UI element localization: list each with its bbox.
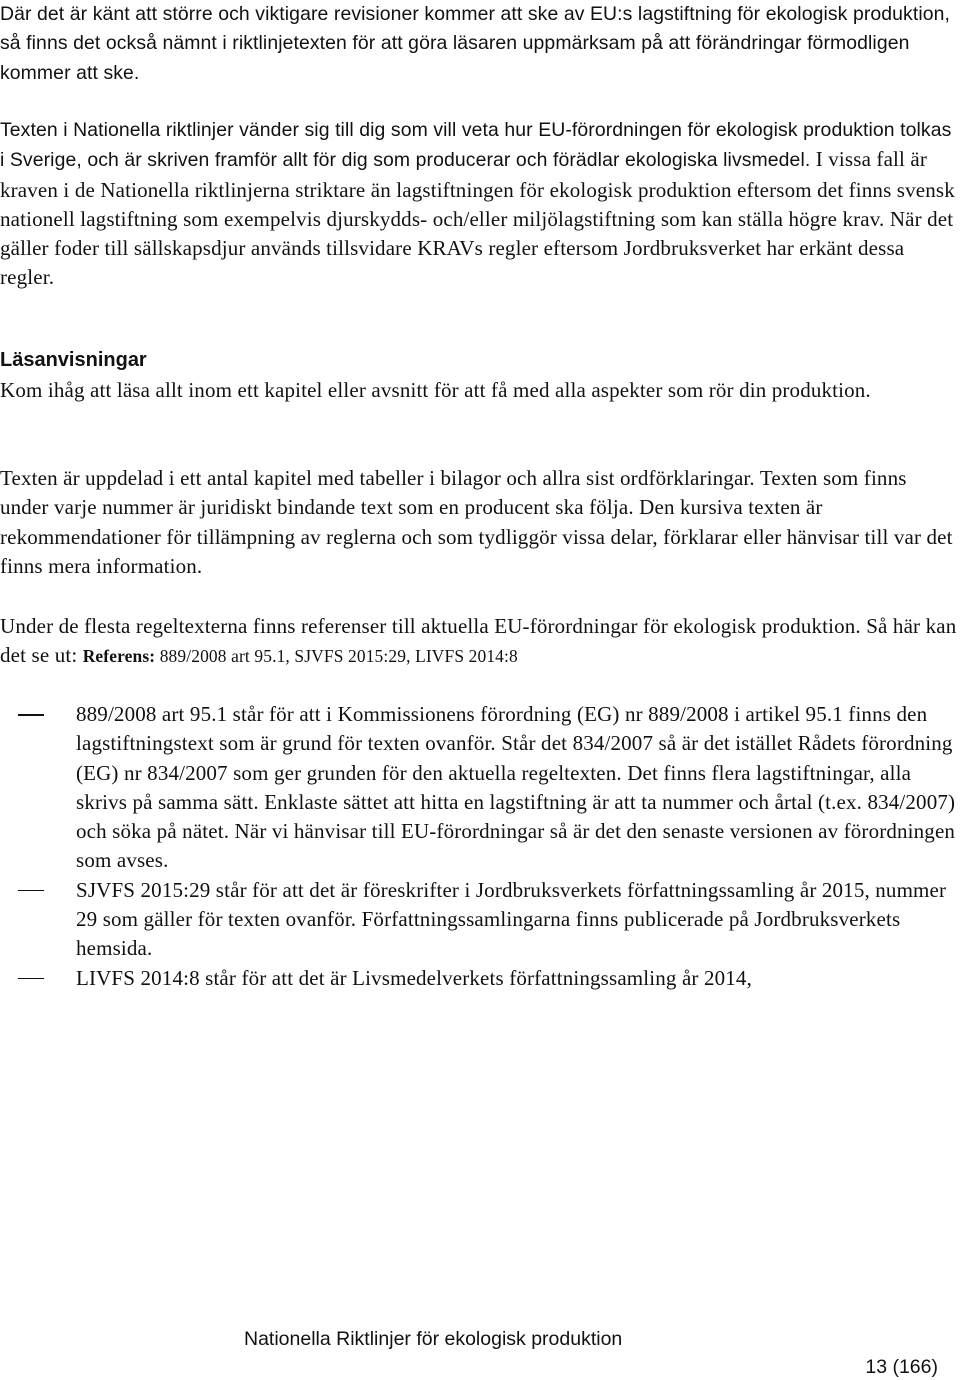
list-item: [0, 964, 958, 993]
references-intro-text: Under de flesta regeltexterna finns referenser till aktuella EU-förordningar för ekologisk produktion. Så här kan det se ut:: [0, 614, 957, 668]
references-paragraph: [0, 612, 958, 672]
references-example: 889/2008 art 95.1, SJVFS 2015:29, LIVFS 2014:8: [155, 646, 518, 667]
reading-instructions-heading: Läsanvisningar: [0, 349, 147, 371]
list-item-text: 889/2008 art 95.1 står för att i Kommissionens förordning (EG) nr 889/2008 i artikel 95.1 finns den lagstiftningstext som är grund för texten ovanför. Står det 834/2007 så är det istället Rådets förordning (EG) nr 834/2007 som ger grunden för den aktuella regeltexten. Det finns flera lagstiftningar, alla skrivs på samma sätt. Enklaste sättet att hitta en lagstiftning är att ta nummer och årtal (t.ex. 834/2007) och söka på nätet. När vi hänvisar till EU-förordningar så är det den senaste versionen av förordningen som avses.: [76, 702, 956, 873]
structure-paragraph: Texten är uppdelad i ett antal kapitel med tabeller i bilagor och allra sist ordförklaringar. Texten som finns under varje nummer är juridiskt bindande text som en producent ska följa. Den kursiva texten är rekommendationer för tillämpning av reglerna och som tydliggör vissa delar, förklarar eller hänvisar till var det finns mera information.: [0, 466, 953, 578]
reading-instructions-paragraph: Kom ihåg att läsa allt inom ett kapitel eller avsnitt för att få med alla aspekter som rör din produktion.: [0, 378, 871, 402]
purpose-paragraph: [0, 115, 958, 293]
references-label: Referens:: [82, 646, 156, 667]
dash-bullet-icon: [18, 714, 44, 716]
purpose-paragraph-sans-part: Texten i Nationella riktlinjer vänder sig till dig som vill veta hur EU-förordningen för ekologisk produktion tolkas i Sverige, och är skriven framför allt för dig som producerar och förädlar ekologiska livsmedel.: [0, 119, 952, 172]
list-item-text: LIVFS 2014:8 står för att det är Livsmedelverkets författningssamling år 2014,: [76, 965, 752, 990]
footer-page-number: 13 (166): [865, 1356, 938, 1378]
intro-paragraph: Där det är känt att större och viktigare revisioner kommer att ske av EU:s lagstiftning för ekologisk produktion, så finns det också nämnt i riktlinjetexten för att göra läsaren uppmärksam på att förändringar förmodligen kommer att ske.: [0, 3, 950, 84]
list-item: [0, 700, 958, 876]
list-item-text: SJVFS 2015:29 står för att det är föreskrifter i Jordbruksverkets författningssamling år 2015, nummer 29 som gäller för texten ovanför. Författningssamlingarna finns publicerade på Jordbruksverkets hemsida.: [76, 877, 947, 961]
purpose-paragraph-serif-part: I vissa fall är kraven i de Nationella riktlinjerna striktare än lagstiftningen för ekologisk produktion eftersom det finns svensk nationell lagstiftning som exempelvis djurskydds- och/eller miljölagstiftning som kan ställa högre krav. När det gäller foder till sällskapsdjur används tillsvidare KRAVs regler eftersom Jordbruksverket har erkänt dessa regler.: [0, 147, 955, 290]
dash-bullet-icon: [18, 890, 44, 892]
list-item: [0, 876, 958, 964]
footer-document-title: Nationella Riktlinjer för ekologisk produktion: [244, 1328, 623, 1350]
dash-bullet-icon: [18, 978, 44, 980]
reference-explanation-list: [0, 700, 958, 993]
